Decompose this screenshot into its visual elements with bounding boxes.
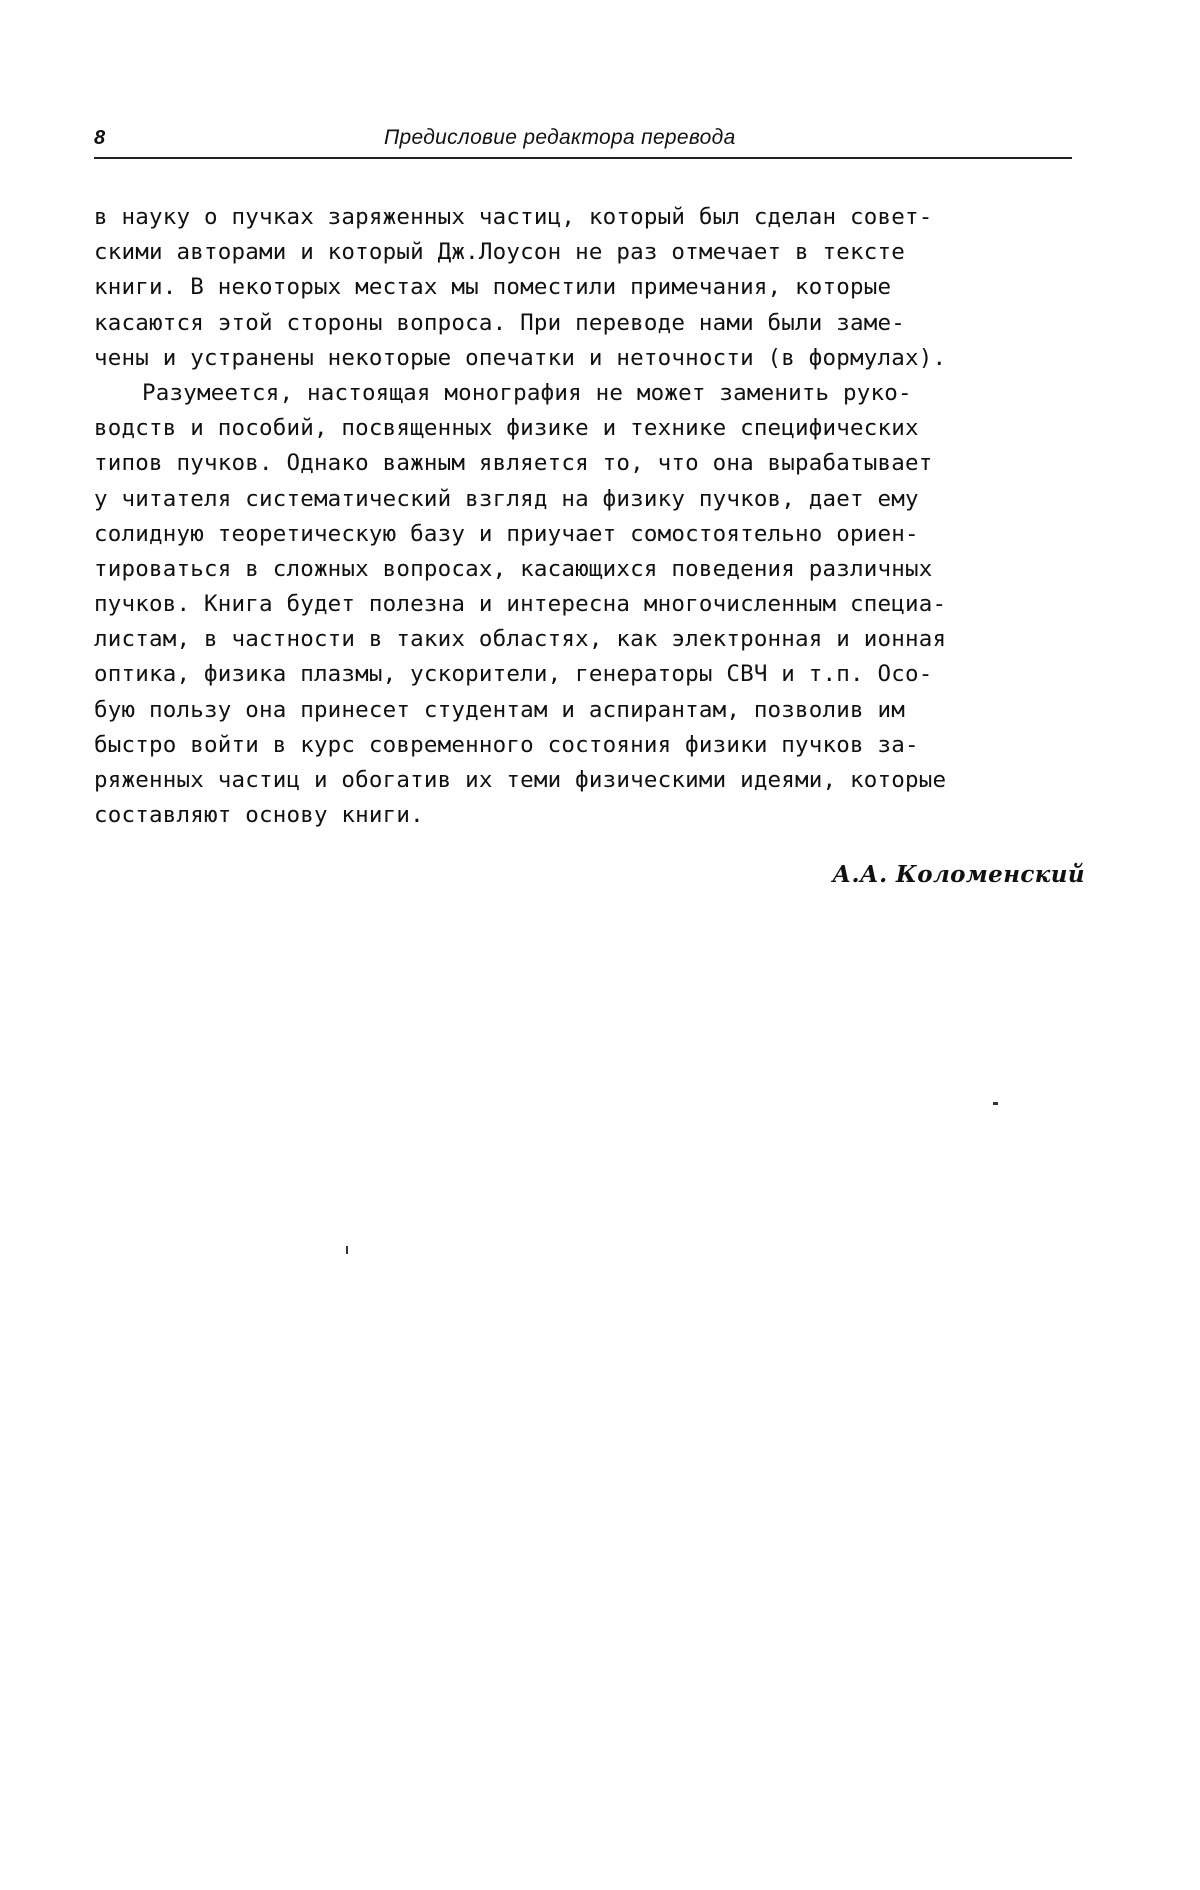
paragraph-start-line: Разумеется, настоящая монография не может заменить руко-: [142, 379, 912, 406]
author-signature: А.А. Коломенский: [832, 861, 1085, 888]
scan-speck: [993, 1102, 998, 1105]
body-text: [94, 200, 1104, 833]
text-line: ряженных частиц и обогатив их теми физическими идеями, которые: [94, 767, 947, 793]
text-line: быстро войти в курс современного состояния физики пучков за-: [94, 731, 919, 758]
text-line: солидную теоретическую базу и приучает сомостоятельно ориен-: [94, 520, 919, 547]
text-line: водств и пособий, посвященных физике и технике специфических: [94, 415, 919, 442]
text-line: скими авторами и который Дж.Лоусон не раз отмечает в тексте: [94, 239, 906, 266]
text-line: касаются этой стороны вопроса. При переводе нами были заме-: [94, 309, 906, 336]
header-rule: [94, 157, 1072, 159]
text-line: типов пучков. Однако важным является то, что она вырабатывает: [94, 450, 933, 477]
text-line: книги. В некоторых местах мы поместили примечания, которые: [94, 274, 892, 301]
text-line: бую пользу она принесет студентам и аспирантам, позволив им: [94, 696, 906, 723]
text-line: у читателя систематический взгляд на физику пучков, дает ему: [94, 485, 919, 512]
text-line: оптика, физика плазмы, ускорители, генераторы СВЧ и т.п. Осо-: [94, 661, 933, 688]
text-line: в науку о пучках заряженных частиц, который был сделан совет-: [94, 204, 933, 230]
text-line: листам, в частности в таких областях, как электронная и ионная: [94, 626, 947, 653]
scan-speck: [346, 1246, 348, 1254]
text-line: составляют основу книги.: [94, 802, 424, 829]
text-line: тироваться в сложных вопросах, касающихся поведения различных: [94, 555, 933, 582]
running-title: Предисловие редактора перевода: [384, 126, 736, 149]
text-line: чены и устранены некоторые опечатки и неточности (в формулах).: [94, 344, 947, 371]
page-number: 8: [94, 127, 106, 149]
text-line: пучков. Книга будет полезна и интересна многочисленным специа-: [94, 591, 947, 618]
page-header: [94, 126, 1074, 160]
